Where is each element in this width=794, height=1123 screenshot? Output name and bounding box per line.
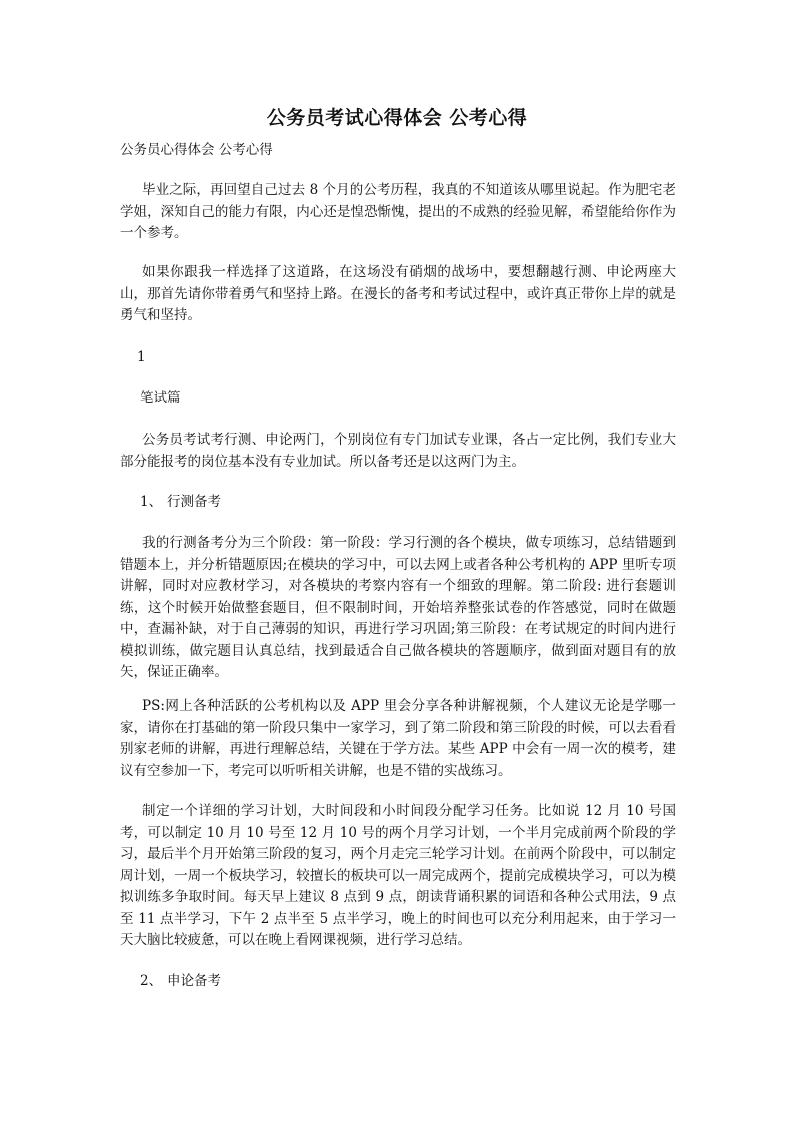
part-number: 1 — [137, 349, 146, 365]
xingce-paragraph-1: 我的行测备考分为三个阶段：第一阶段：学习行测的各个模块，做专项练习，总结错题到错题本上，并分析错题原因;在模块的学习中，可以去网上或者各种公考机构的 APP 里听专项讲解，同时对应教材学习，对各模块的考察内容有一个细致的理解。第二阶段: 进行套题训练，这个时候开始做整套题目，但不限制时间，开始培养整张试卷的作答感觉，同时在做题中，查漏补缺，对于自己薄弱的知识，再进行学习巩固;第三阶段：在考试规定的时间内进行模拟训练，做完题目认真总结，找到最适合自己做各模块的答题顺序，做到面对题目有的放矢，保证正确率。 — [120, 535, 676, 680]
section-number: 2、 — [140, 973, 163, 989]
xingce-paragraph-3: 制定一个详细的学习计划，大时间段和小时间段分配学习任务。比如说 12 月 10 号国考，可以制定 10 月 10 号至 12 月 10 号的两个月学习计划，一个半月完成前两个阶段的学习，最后半个月开始第三阶段的复习，两个月走完三轮学习计划。在前两个阶段中，可以制定周计划，一周一个板块学习，较擅长的板块可以一周完成两个，提前完成模块学习，可以为模拟训练多争取时间。每天早上建议 8 点到 9 点，朗读背诵积累的词语和各种公式用法，9 点至 11 点半学习，下午 2 点半至 5 点半学习，晚上的时间也可以充分利用起来，由于学习一天大脑比较疲惫，可以在晚上看网课视频，进行学习总结。 — [120, 803, 676, 948]
section-title: 行测备考 — [167, 494, 221, 510]
intro-paragraph-1: 毕业之际，再回望自己过去 8 个月的公考历程，我真的不知道该从哪里说起。作为肥宅老学姐，深知自己的能力有限，内心还是惶恐惭愧，提出的不成熟的经验见解，希望能给你作为一个参考。 — [120, 182, 676, 241]
document-title: 公务员考试心得体会 公考心得 — [266, 107, 528, 129]
written-intro-paragraph: 公务员考试考行测、申论两门，个别岗位有专门加试专业课，各占一定比例，我们专业大部分能报考的岗位基本没有专业加试。所以备考还是以这两门为主。 — [120, 432, 676, 470]
xingce-paragraph-2: PS:网上各种活跃的公考机构以及 APP 里会分享各种讲解视频，个人建议无论是学哪一家，请你在打基础的第一阶段只集中一家学习，到了第二阶段和第三阶段的时候，可以去看看别家老师的讲解，再进行理解总结，关键在于学方法。某些 APP 中会有一周一次的模考，建议有空参加一下，考完可以听听相关讲解，也是不错的实战练习。 — [120, 698, 676, 779]
part-heading: 笔试篇 — [140, 390, 181, 406]
section-heading-shenlun — [140, 971, 221, 991]
intro-paragraph-2: 如果你跟我一样选择了这道路，在这场没有硝烟的战场中，要想翻越行测、申论两座大山，那首先请你带着勇气和坚持上路。在漫长的备考和考试过程中，或许真正带你上岸的就是勇气和坚持。 — [120, 264, 676, 323]
section-number: 1、 — [140, 494, 163, 510]
document-subtitle: 公务员心得体会 公考心得 — [120, 142, 273, 158]
section-heading-xingce — [140, 492, 221, 512]
section-title: 申论备考 — [167, 973, 221, 989]
